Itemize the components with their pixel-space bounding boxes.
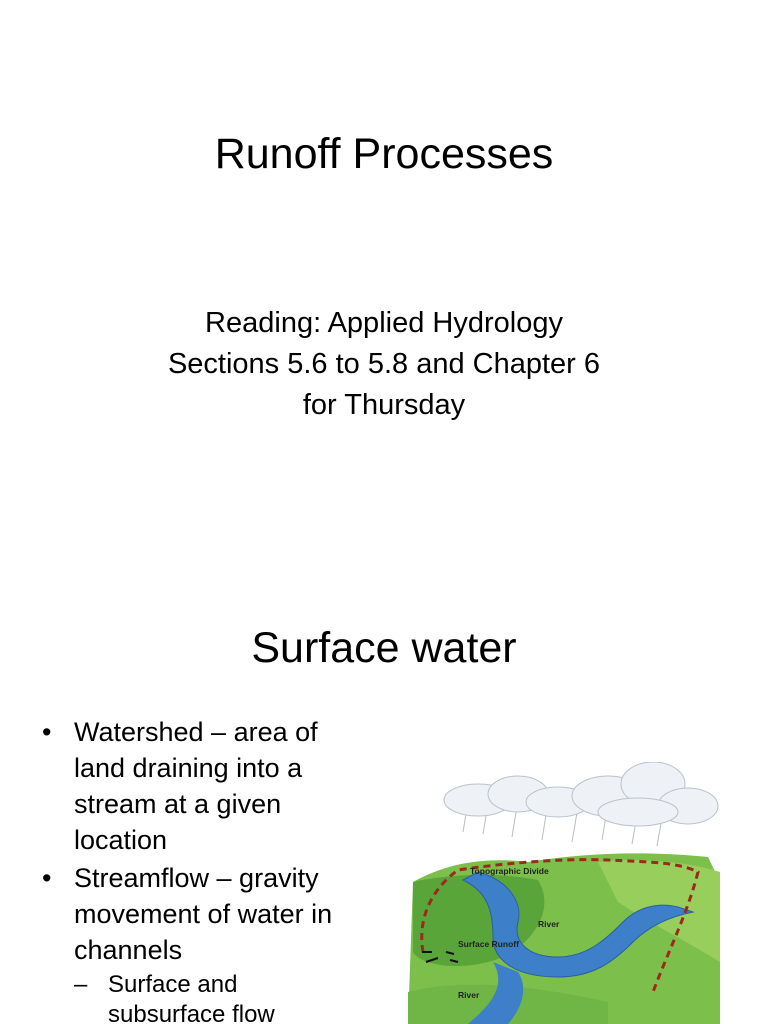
reading-line: Sections 5.6 to 5.8 and Chapter 6 — [167, 348, 601, 380]
bullet-line: Watershed – area of — [74, 717, 318, 747]
bullet-dot: • — [42, 717, 52, 747]
cloud-icon — [444, 762, 718, 826]
reading-line: for Thursday — [302, 389, 466, 421]
slide-surface-water — [0, 512, 768, 1024]
slide-title: Surface water — [251, 624, 517, 672]
label-river-bottom: River — [458, 990, 480, 1000]
bullet-streamflow — [42, 860, 372, 968]
bullet-list — [42, 714, 372, 1024]
bullet-watershed — [42, 714, 372, 858]
label-topographic-divide: Topographic Divide — [470, 866, 549, 876]
bullet-line: Streamflow – gravity — [74, 863, 319, 893]
sub-bullet-surface-subsurface — [42, 970, 372, 1024]
bullet-line: land draining into a — [74, 753, 303, 783]
sub-bullet-line: Surface and — [108, 971, 238, 998]
watershed-drawing — [408, 762, 720, 1024]
sub-bullet-line: subsurface flow — [108, 1001, 275, 1024]
bullet-line: location — [74, 825, 168, 855]
label-river-top: River — [538, 919, 560, 929]
bullet-dot: • — [42, 863, 52, 893]
reading-line: Reading: Applied Hydrology — [205, 307, 563, 339]
label-surface-runoff: Surface Runoff — [458, 939, 519, 949]
watershed-illustration — [408, 762, 720, 1024]
bullet-line: stream at a given — [74, 789, 282, 819]
slide-title: Runoff Processes — [214, 130, 554, 178]
reading-assignment — [0, 303, 768, 426]
bullet-line: channels — [74, 935, 183, 965]
bullet-line: movement of water in — [74, 899, 333, 929]
sub-bullet-dash: – — [74, 971, 88, 998]
